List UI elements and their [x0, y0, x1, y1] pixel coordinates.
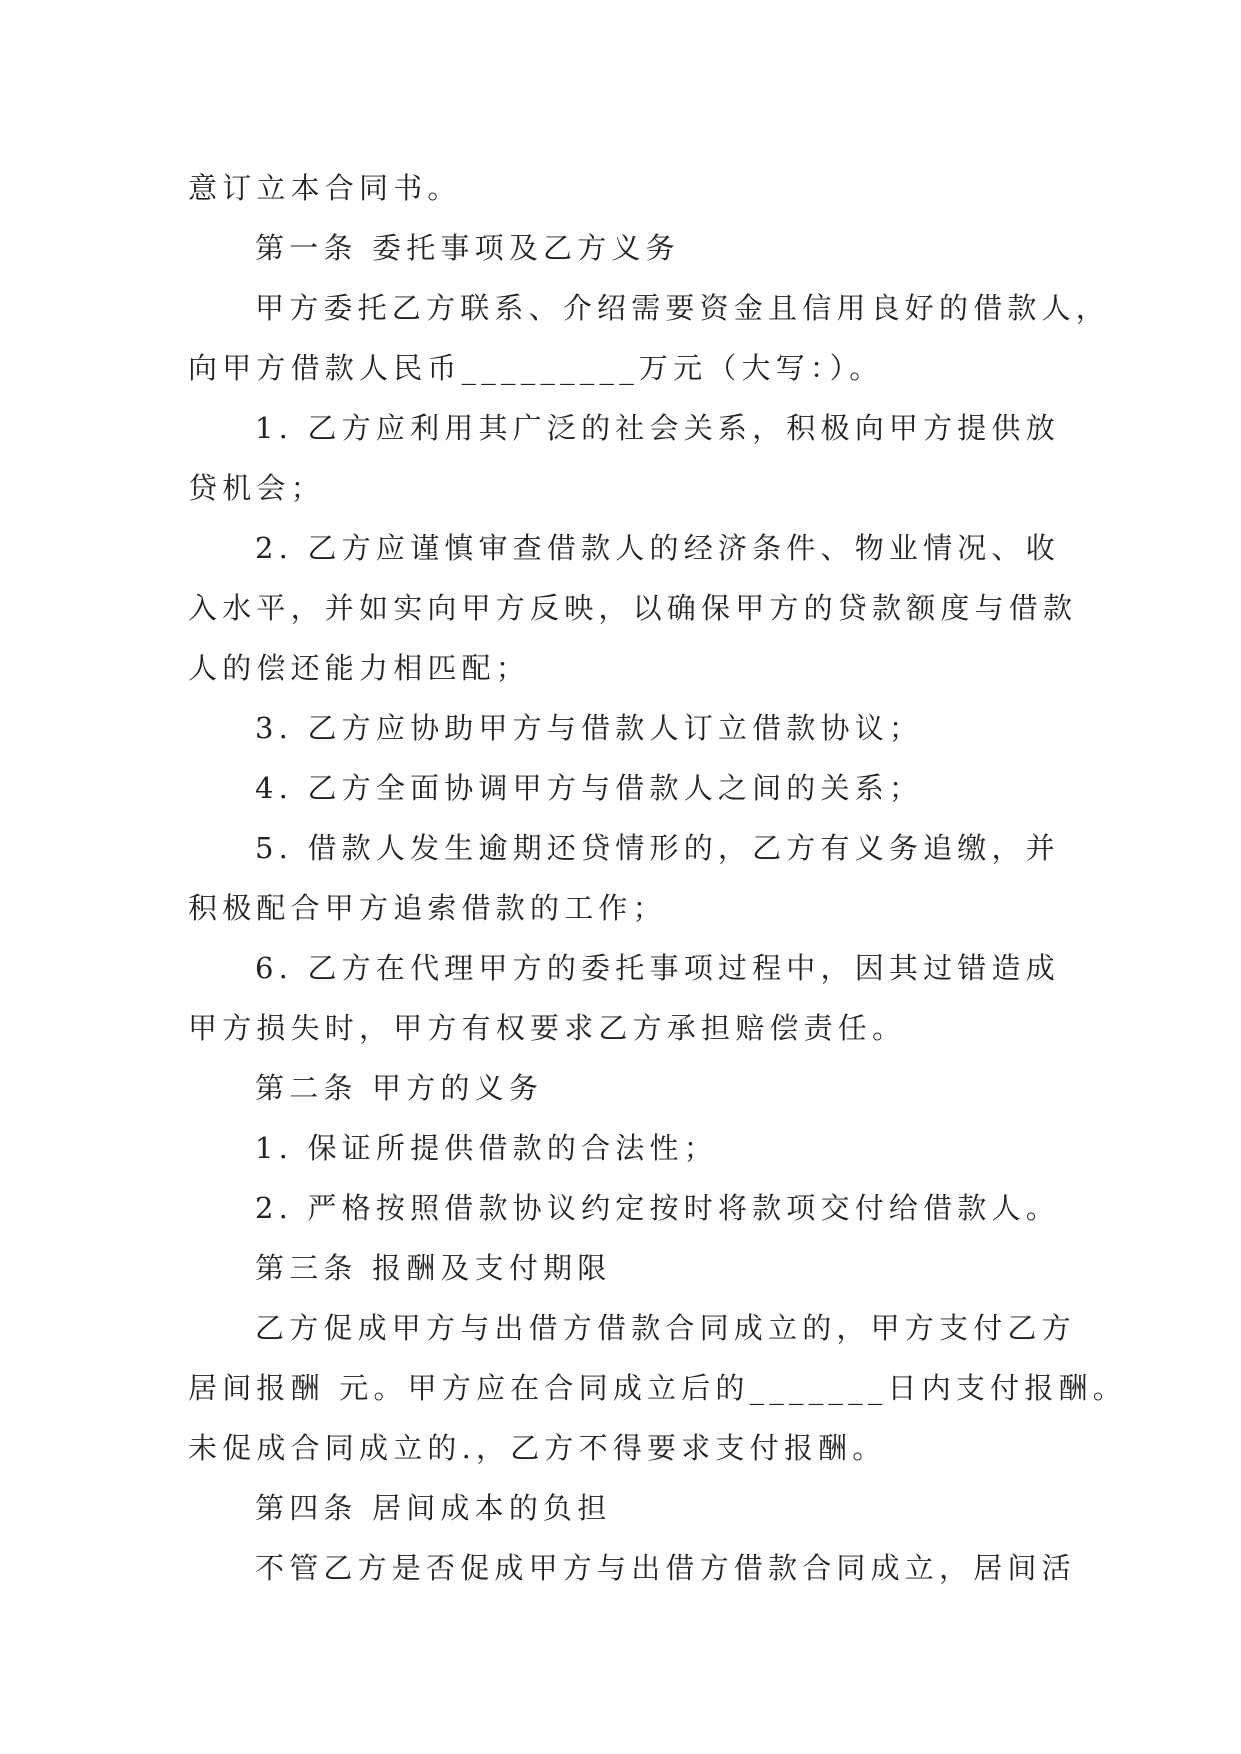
list-item-5: 5. 借款人发生逾期还贷情形的，乙方有义务追缴，并	[255, 831, 1060, 865]
text-line: 意订立本合同书。	[188, 171, 462, 205]
section-heading-3: 第三条 报酬及支付期限	[255, 1251, 612, 1285]
list-item-3: 3. 乙方应协助甲方与借款人订立借款协议；	[255, 711, 924, 745]
list-item-4: 4. 乙方全面协调甲方与借款人之间的关系；	[255, 771, 924, 805]
list-item-2: 2. 乙方应谨慎审查借款人的经济条件、物业情况、收	[255, 531, 1060, 565]
list-item-1: 1. 保证所提供借款的合法性；	[255, 1131, 718, 1165]
list-item-1: 1. 乙方应利用其广泛的社会关系，积极向甲方提供放	[255, 411, 1060, 445]
paragraph-line: 居间报酬 元。甲方应在合同成立后的_______日内支付报酬。	[188, 1371, 1127, 1405]
list-item-6: 6. 乙方在代理甲方的委托事项过程中，因其过错造成	[255, 951, 1060, 985]
section-heading-4: 第四条 居间成本的负担	[255, 1491, 612, 1525]
list-item-2-cont: 入水平，并如实向甲方反映，以确保甲方的贷款额度与借款	[188, 591, 1078, 625]
section-heading-2: 第二条 甲方的义务	[255, 1071, 544, 1105]
paragraph-line: 向甲方借款人民币_________万元（大写：）。	[188, 351, 884, 385]
list-item-6-cont: 甲方损失时，甲方有权要求乙方承担赔偿责任。	[188, 1011, 907, 1045]
paragraph-line: 不管乙方是否促成甲方与出借方借款合同成立，居间活	[255, 1551, 1076, 1585]
list-item-1-cont: 贷机会；	[188, 471, 325, 505]
list-item-2-cont: 人的偿还能力相匹配；	[188, 651, 531, 685]
paragraph-line: 未促成合同成立的.，乙方不得要求支付报酬。	[188, 1431, 887, 1465]
section-heading-1: 第一条 委托事项及乙方义务	[255, 231, 680, 265]
list-item-2: 2. 严格按照借款协议约定按时将款项交付给借款人。	[255, 1191, 1060, 1225]
paragraph-line: 乙方促成甲方与出借方借款合同成立的，甲方支付乙方	[255, 1311, 1076, 1345]
list-item-5-cont: 积极配合甲方追索借款的工作；	[188, 891, 667, 925]
paragraph-line: 甲方委托乙方联系、介绍需要资金且信用良好的借款人，	[255, 291, 1111, 325]
